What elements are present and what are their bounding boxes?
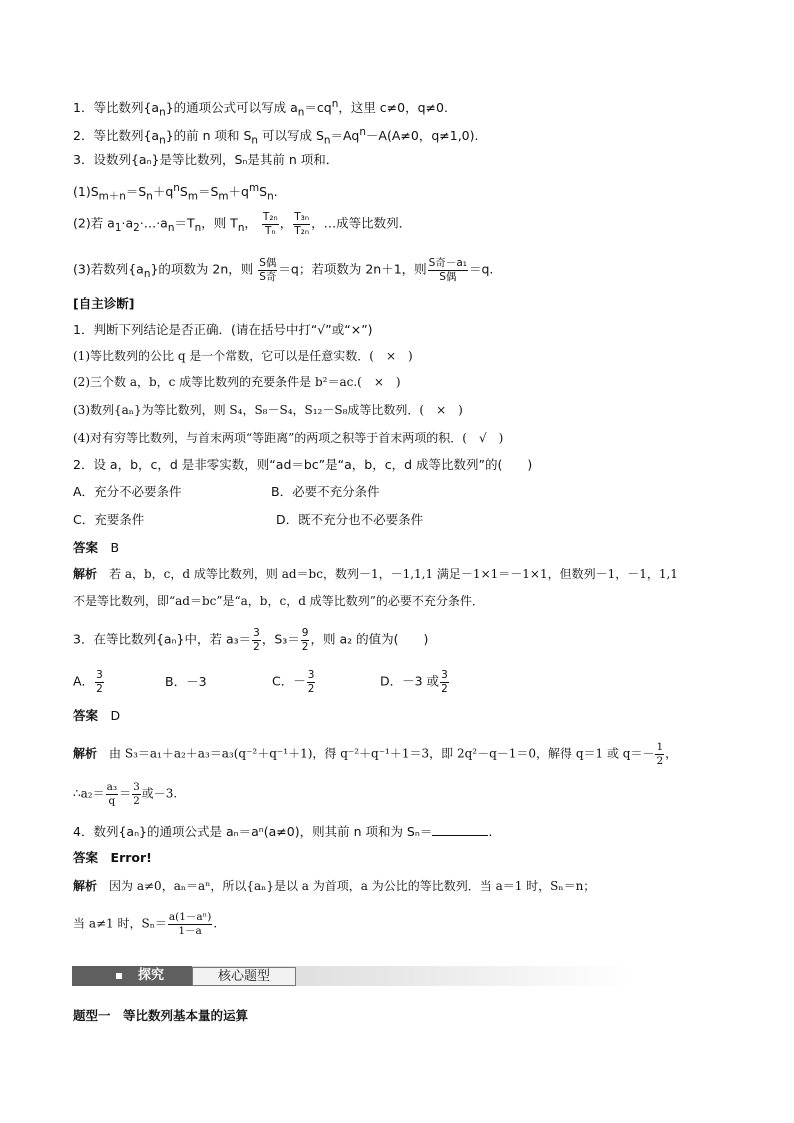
fraction: $\frac{\text{a(1－aⁿ)}}{1-a}$ [168,911,212,937]
explanation-4-line-2: 当 a≠1 时，Sₙ＝ $\frac{\text{a(1－aⁿ)}}{1-a}$ . [73,911,218,937]
property-3: (3)若数列$\{a_n\}$的项数为 2n，则 $\frac{\text{S偶}}{\text{S奇}}$ ＝q；若项数为 2n＋1，则 $\frac{\text{S奇－a₁}}{\text{S偶}}$ ＝q. [73,257,494,283]
option-c: C．充要条件 [73,512,145,527]
question-4: 4．数列{aₙ}的通项公式是 aₙ＝aⁿ(a≠0)，则其前 n 项和为 Sₙ＝ . [73,824,493,839]
fraction: $\frac{\text{T₃ₙ}}{\text{T₂ₙ}}$ [294,211,310,237]
property-2: (2)若 $a_1\cdot a_2\cdot\dots\cdot a_n=T_n$，则 $T_n$， $\frac{\text{T₂ₙ}}{\text{Tₙ}}$ ， $\frac{\text{T₃ₙ}}{\text{T₂ₙ}}$ ，…成等比数列． [73,211,412,237]
fraction: $\frac{3}{2}$ [96,669,103,695]
square-bullet-icon [116,973,122,979]
property-intro: 3．设数列{aₙ}是等比数列，Sₙ是其前 n 项和． [73,152,339,167]
answer-blank[interactable] [432,824,488,836]
formula-line-1: 1．等比数列$\{a_n\}$的通项公式可以写成 $a_n=cq^n$，这里 c≠0，q≠0. [73,98,448,119]
option-a: A． $\frac{3}{2}$ [73,669,103,695]
question-1-item-4: (4)对有穷等比数列，与首末两项“等距离”的两项之积等于首末两项的积．( √ ) [73,431,504,445]
option-d: D．既不充分也不必要条件 [276,512,424,527]
fraction: $\frac{9}{2}$ [301,627,309,653]
fraction: $\frac{3}{2}$ [253,627,260,653]
question-3: 3．在等比数列{aₙ}中，若 a₃＝ $\frac{3}{2}$ ，S₃＝ $\frac{9}{2}$ ，则 a₂ 的值为( ) [73,627,429,653]
fraction: $\frac{1}{2}$ [656,741,664,767]
explanation-4-line-1: 解析 因为 a≠0，aₙ＝aⁿ，所以{aₙ}是以 a 为首项，a 为公比的等比数列．当 a＝1 时，Sₙ＝n； [73,879,596,893]
section-banner [72,966,632,986]
fraction: $\frac{\text{T₂ₙ}}{\text{Tₙ}}$ [262,211,278,237]
explanation-3-line-1: 解析 由 S₃＝a₁＋a₂＋a₃＝a₃(q⁻²＋q⁻¹＋1)，得 q⁻²＋q⁻¹＋1＝3，即 2q²－q－1＝0，解得 q＝1 或 q＝－ $\frac{1}{2}$ ， [73,741,678,767]
explanation-2-line-2: 不是等比数列，即“ad＝bc”是“a，b，c，d 成等比数列”的必要不充分条件． [73,594,484,608]
fraction: $\frac{\text{S偶}}{\text{S奇}}$ [259,257,277,283]
question-2: 2．设 a，b，c，d 是非零实数，则“ad＝bc”是“a，b，c，d 成等比数列”的( ) [73,457,533,472]
question-1-item-2: (2)三个数 a，b，c 成等比数列的充要条件是 b²＝ac.( × ) [73,375,401,389]
explanation-2-line-1: 解析 若 a，b，c，d 成等比数列，则 ad＝bc，数列－1，－1,1,1 满足－1×1＝－1×1，但数列－1，－1，1,1 [73,567,678,581]
fraction: $\frac{3}{2}$ [133,781,140,807]
option-b: B．必要不充分条件 [271,484,380,499]
explanation-3-line-2: ∴a₂＝ $\frac{\text{a₃}}{q}$ ＝ $\frac{3}{2}$ 或－3. [73,781,178,807]
section-heading: [自主诊断] [73,296,135,311]
fraction: $\frac{\text{S奇－a₁}}{\text{S偶}}$ [428,257,467,283]
question-1: 1．判断下列结论是否正确．(请在括号中打“√”或“×”) [73,322,373,337]
option-a: A．充分不必要条件 [73,484,182,499]
question-1-item-3: (3)数列{aₙ}为等比数列，则 S₄，S₈－S₄，S₁₂－S₈成等比数列．( × ) [73,403,463,417]
section-label-dark: 探究 [72,966,192,986]
option-b: B．－3 [165,674,207,689]
fraction: $\frac{\text{a₃}}{q}$ [106,781,118,807]
section-label-light: 核心题型 [192,967,296,986]
formula-line-2: 2．等比数列$\{a_n\}$的前 n 项和 $S_n$ 可以写成 $S_n=Aq^n-A(A\ne 0$，q≠1,0). [73,126,479,147]
topic-heading: 题型一 等比数列基本量的运算 [73,1008,249,1023]
option-c: C．－ $\frac{3}{2}$ [272,669,315,695]
fraction: $\frac{3}{2}$ [441,669,448,695]
answer-3: 答案 D [73,708,121,723]
property-1: $(1)S_{m+n}=S_n+q^nS_m=S_m+q^mS_n$. [73,182,278,203]
question-1-item-1: (1)等比数列的公比 q 是一个常数，它可以是任意实数．( × ) [73,349,413,363]
answer-2: 答案 B [73,540,120,555]
fraction: $\frac{3}{2}$ [307,669,315,695]
option-d: D．－3 或 $\frac{3}{2}$ [380,669,448,695]
answer-4: 答案 Error! [73,850,152,865]
